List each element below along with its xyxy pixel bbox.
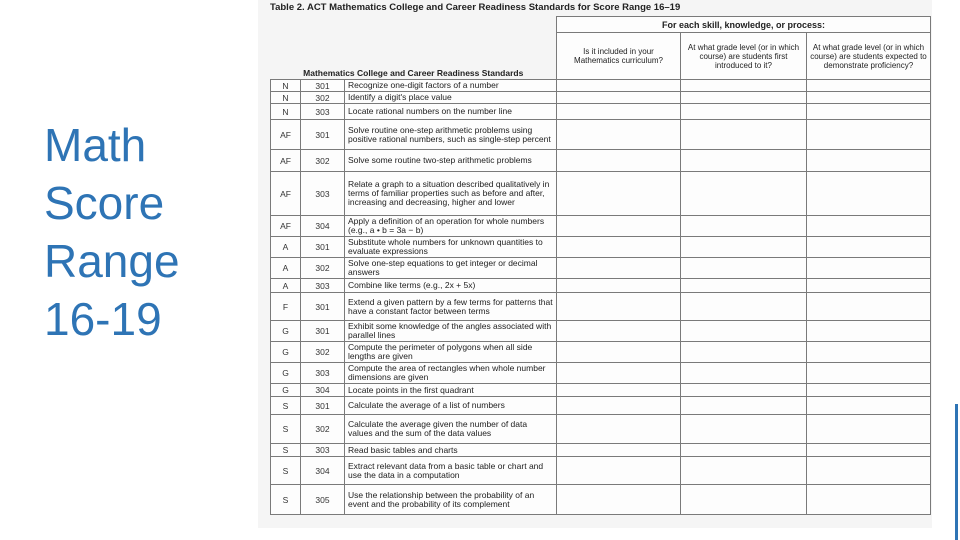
- answer-included-cell: [557, 342, 681, 363]
- answer-included-cell: [557, 397, 681, 415]
- answer-included-cell: [557, 216, 681, 237]
- slide-title-line: Math: [44, 119, 147, 171]
- table-row: [271, 80, 931, 92]
- standard-description-cell: Identify a digit's place value: [345, 92, 557, 104]
- standard-description-cell: Use the relationship between the probability of an event and the probability of its complement: [345, 485, 557, 515]
- slide-title-line: Range: [44, 235, 180, 287]
- standard-code-cell: 302: [301, 342, 345, 363]
- standards-header: Mathematics College and Career Readiness Standards: [303, 68, 524, 78]
- standard-description-cell: Locate points in the first quadrant: [345, 384, 557, 397]
- answer-introduced-cell: [681, 457, 807, 485]
- standard-description-cell: Compute the area of rectangles when whole number dimensions are given: [345, 363, 557, 384]
- answer-introduced-cell: [681, 92, 807, 104]
- table-row: [271, 92, 931, 104]
- answer-introduced-cell: [681, 384, 807, 397]
- strand-cell: N: [271, 92, 301, 104]
- answer-introduced-cell: [681, 258, 807, 279]
- standard-code-cell: 301: [301, 80, 345, 92]
- table-row: [271, 150, 931, 172]
- answer-included-cell: [557, 321, 681, 342]
- answer-introduced-cell: [681, 397, 807, 415]
- standards-header-cell: [271, 17, 557, 80]
- answer-included-cell: [557, 444, 681, 457]
- answer-included-cell: [557, 172, 681, 216]
- answer-included-cell: [557, 485, 681, 515]
- answer-proficiency-cell: [807, 397, 931, 415]
- answer-introduced-cell: [681, 293, 807, 321]
- answer-proficiency-cell: [807, 92, 931, 104]
- answer-included-cell: [557, 237, 681, 258]
- table-row: [271, 120, 931, 150]
- answer-included-cell: [557, 293, 681, 321]
- answer-included-cell: [557, 363, 681, 384]
- standard-description-cell: Relate a graph to a situation described qualitatively in terms of familiar properties such as before and after, increasing and decreasing, higher and lower: [345, 172, 557, 216]
- answer-included-cell: [557, 457, 681, 485]
- answer-proficiency-cell: [807, 485, 931, 515]
- standard-code-cell: 304: [301, 216, 345, 237]
- standard-description-cell: Substitute whole numbers for unknown quantities to evaluate expressions: [345, 237, 557, 258]
- strand-cell: S: [271, 444, 301, 457]
- answer-introduced-cell: [681, 363, 807, 384]
- table-row: [271, 363, 931, 384]
- table-row: [271, 258, 931, 279]
- table-row: [271, 216, 931, 237]
- standard-description-cell: Solve some routine two-step arithmetic problems: [345, 150, 557, 172]
- answer-proficiency-cell: [807, 120, 931, 150]
- question-header-proficiency: At what grade level (or in which course) are students expected to demonstrate proficiency?: [807, 33, 931, 80]
- strand-cell: S: [271, 457, 301, 485]
- standard-code-cell: 301: [301, 397, 345, 415]
- strand-cell: A: [271, 258, 301, 279]
- answer-proficiency-cell: [807, 172, 931, 216]
- standard-code-cell: 302: [301, 150, 345, 172]
- answer-included-cell: [557, 415, 681, 444]
- strand-cell: S: [271, 485, 301, 515]
- table-row: [271, 444, 931, 457]
- standard-code-cell: 301: [301, 120, 345, 150]
- strand-cell: F: [271, 293, 301, 321]
- answer-included-cell: [557, 384, 681, 397]
- standard-code-cell: 302: [301, 258, 345, 279]
- standard-description-cell: Calculate the average given the number of data values and the sum of the data values: [345, 415, 557, 444]
- standard-description-cell: Apply a definition of an operation for whole numbers (e.g., a • b = 3a − b): [345, 216, 557, 237]
- standard-description-cell: Extend a given pattern by a few terms for patterns that have a constant factor between terms: [345, 293, 557, 321]
- answer-introduced-cell: [681, 80, 807, 92]
- answer-introduced-cell: [681, 172, 807, 216]
- standard-description-cell: Locate rational numbers on the number line: [345, 104, 557, 120]
- standard-description-cell: Combine like terms (e.g., 2x + 5x): [345, 279, 557, 293]
- standard-description-cell: Exhibit some knowledge of the angles associated with parallel lines: [345, 321, 557, 342]
- table-row: [271, 397, 931, 415]
- strand-cell: AF: [271, 150, 301, 172]
- strand-cell: G: [271, 342, 301, 363]
- strand-cell: S: [271, 415, 301, 444]
- standard-description-cell: Calculate the average of a list of numbers: [345, 397, 557, 415]
- accent-bar: [955, 404, 958, 540]
- group-header: For each skill, knowledge, or process:: [557, 17, 931, 33]
- table-row: [271, 485, 931, 515]
- answer-included-cell: [557, 279, 681, 293]
- strand-cell: AF: [271, 120, 301, 150]
- table-row: [271, 321, 931, 342]
- standard-code-cell: 301: [301, 293, 345, 321]
- answer-proficiency-cell: [807, 237, 931, 258]
- slide-title-line: 16-19: [44, 293, 162, 345]
- table-row: [271, 342, 931, 363]
- answer-introduced-cell: [681, 444, 807, 457]
- answer-proficiency-cell: [807, 80, 931, 92]
- table-row: [271, 237, 931, 258]
- answer-proficiency-cell: [807, 258, 931, 279]
- strand-cell: A: [271, 279, 301, 293]
- standard-code-cell: 303: [301, 363, 345, 384]
- answer-proficiency-cell: [807, 104, 931, 120]
- standard-code-cell: 301: [301, 321, 345, 342]
- answer-proficiency-cell: [807, 150, 931, 172]
- answer-included-cell: [557, 104, 681, 120]
- answer-introduced-cell: [681, 485, 807, 515]
- answer-introduced-cell: [681, 216, 807, 237]
- answer-introduced-cell: [681, 150, 807, 172]
- strand-cell: G: [271, 363, 301, 384]
- table-caption: Table 2. ACT Mathematics College and Career Readiness Standards for Score Range 16–19: [270, 2, 681, 13]
- answer-proficiency-cell: [807, 279, 931, 293]
- document-content: [270, 2, 930, 515]
- standard-code-cell: 303: [301, 444, 345, 457]
- answer-introduced-cell: [681, 120, 807, 150]
- table-row: [271, 415, 931, 444]
- answer-proficiency-cell: [807, 363, 931, 384]
- standard-description-cell: Solve routine one-step arithmetic problems using positive rational numbers, such as single-step percent: [345, 120, 557, 150]
- standard-code-cell: 303: [301, 279, 345, 293]
- standard-code-cell: 305: [301, 485, 345, 515]
- standard-description-cell: Solve one-step equations to get integer or decimal answers: [345, 258, 557, 279]
- strand-cell: AF: [271, 216, 301, 237]
- answer-proficiency-cell: [807, 321, 931, 342]
- answer-included-cell: [557, 258, 681, 279]
- table-row: [271, 384, 931, 397]
- strand-cell: AF: [271, 172, 301, 216]
- standards-table: [270, 16, 931, 515]
- strand-cell: N: [271, 104, 301, 120]
- answer-proficiency-cell: [807, 444, 931, 457]
- question-header-introduced: At what grade level (or in which course) are students first introduced to it?: [681, 33, 807, 80]
- answer-introduced-cell: [681, 279, 807, 293]
- answer-introduced-cell: [681, 321, 807, 342]
- slide-title-line: Score: [44, 177, 165, 229]
- answer-proficiency-cell: [807, 342, 931, 363]
- answer-included-cell: [557, 80, 681, 92]
- standards-rows: [271, 80, 931, 515]
- standard-code-cell: 301: [301, 237, 345, 258]
- answer-proficiency-cell: [807, 384, 931, 397]
- answer-included-cell: [557, 92, 681, 104]
- strand-cell: S: [271, 397, 301, 415]
- table-row: [271, 293, 931, 321]
- table-row: [271, 172, 931, 216]
- answer-included-cell: [557, 150, 681, 172]
- table-row: [271, 104, 931, 120]
- table-row: [271, 279, 931, 293]
- answer-proficiency-cell: [807, 415, 931, 444]
- standard-code-cell: 303: [301, 172, 345, 216]
- strand-cell: G: [271, 321, 301, 342]
- standard-description-cell: Extract relevant data from a basic table or chart and use the data in a computation: [345, 457, 557, 485]
- standard-description-cell: Compute the perimeter of polygons when all side lengths are given: [345, 342, 557, 363]
- document-image: [258, 0, 932, 528]
- question-header-included: Is it included in your Mathematics curriculum?: [557, 33, 681, 80]
- answer-proficiency-cell: [807, 457, 931, 485]
- answer-proficiency-cell: [807, 293, 931, 321]
- standard-code-cell: 302: [301, 415, 345, 444]
- answer-introduced-cell: [681, 237, 807, 258]
- standard-code-cell: 302: [301, 92, 345, 104]
- table-row: [271, 457, 931, 485]
- slide-title: [44, 116, 244, 348]
- answer-introduced-cell: [681, 342, 807, 363]
- strand-cell: N: [271, 80, 301, 92]
- standard-code-cell: 304: [301, 384, 345, 397]
- standard-code-cell: 304: [301, 457, 345, 485]
- standard-description-cell: Recognize one-digit factors of a number: [345, 80, 557, 92]
- standard-description-cell: Read basic tables and charts: [345, 444, 557, 457]
- answer-proficiency-cell: [807, 216, 931, 237]
- strand-cell: G: [271, 384, 301, 397]
- answer-introduced-cell: [681, 415, 807, 444]
- strand-cell: A: [271, 237, 301, 258]
- standard-code-cell: 303: [301, 104, 345, 120]
- answer-included-cell: [557, 120, 681, 150]
- answer-introduced-cell: [681, 104, 807, 120]
